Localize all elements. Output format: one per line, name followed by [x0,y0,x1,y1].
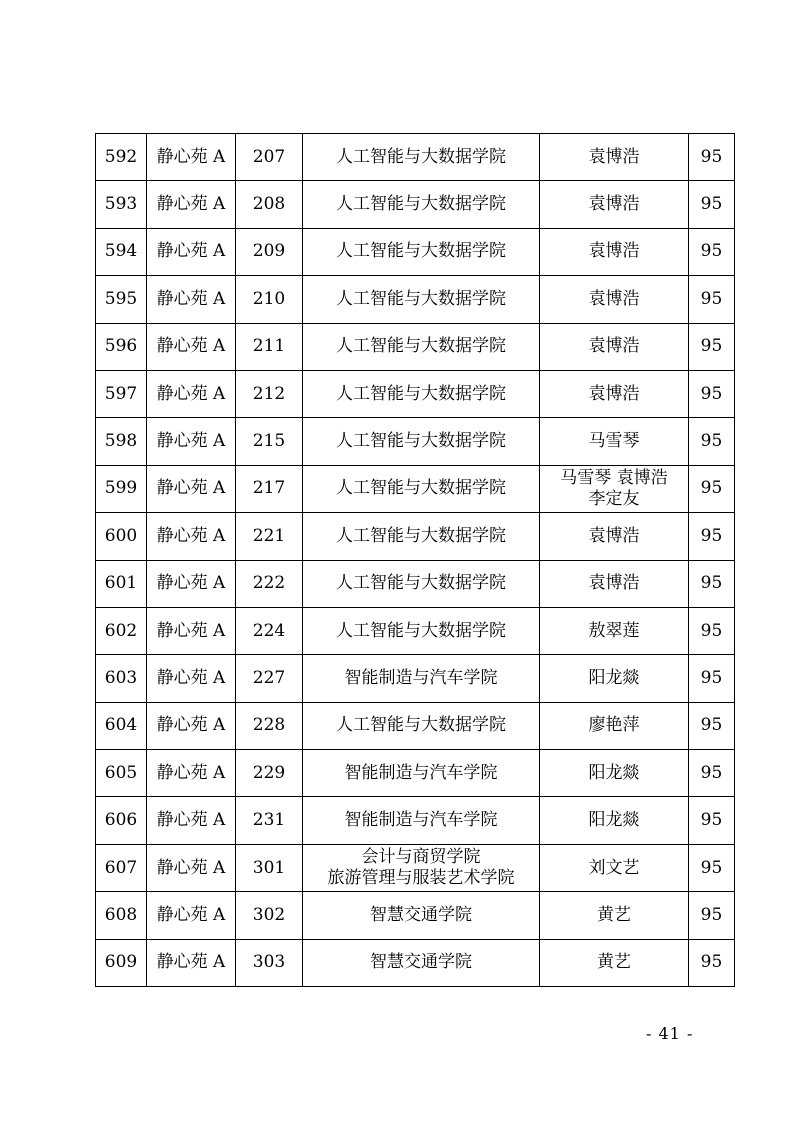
table-row [96,560,735,607]
cell-number: 604 [96,702,147,749]
cell-building: 静心苑 A [147,134,236,181]
table-row [96,797,735,844]
cell-score: 95 [689,276,735,323]
table-row [96,323,735,370]
cell-score: 95 [689,465,735,512]
cell-building: 静心苑 A [147,418,236,465]
cell-college-line: 人工智能与大数据学院 [336,194,506,215]
table-row [96,702,735,749]
cell-college [303,134,540,181]
cell-person-line: 袁博浩 [588,573,640,594]
table-row [96,750,735,797]
cell-college [303,607,540,654]
cell-number: 601 [96,560,147,607]
cell-score: 95 [689,607,735,654]
table-row [96,465,735,512]
cell-building: 静心苑 A [147,607,236,654]
cell-college-line: 人工智能与大数据学院 [336,715,506,736]
table-row [96,655,735,702]
cell-room: 227 [236,655,303,702]
cell-number: 606 [96,797,147,844]
cell-person-line: 马雪琴 袁博浩 [560,467,668,488]
cell-person [540,655,689,702]
cell-building: 静心苑 A [147,844,236,891]
cell-college-line: 人工智能与大数据学院 [336,241,506,262]
cell-college-line: 人工智能与大数据学院 [336,525,506,546]
cell-college-line: 智慧交通学院 [370,952,472,973]
cell-room: 224 [236,607,303,654]
cell-score: 95 [689,323,735,370]
cell-room: 222 [236,560,303,607]
cell-college-line: 会计与商贸学院 [361,847,481,868]
cell-number: 598 [96,418,147,465]
cell-college-line: 人工智能与大数据学院 [336,478,506,499]
cell-college [303,323,540,370]
cell-score: 95 [689,844,735,891]
cell-number: 600 [96,513,147,560]
cell-building: 静心苑 A [147,892,236,939]
cell-score: 95 [689,750,735,797]
cell-college-line: 人工智能与大数据学院 [336,383,506,404]
cell-room: 303 [236,939,303,986]
cell-score: 95 [689,134,735,181]
cell-building: 静心苑 A [147,323,236,370]
table-body [96,134,735,987]
cell-person-line: 黄艺 [597,904,631,925]
cell-person [540,892,689,939]
cell-building: 静心苑 A [147,181,236,228]
cell-building: 静心苑 A [147,939,236,986]
cell-building: 静心苑 A [147,370,236,417]
cell-person [540,750,689,797]
cell-college [303,228,540,275]
cell-person [540,181,689,228]
cell-number: 608 [96,892,147,939]
cell-person-line: 阳龙燚 [588,667,640,688]
cell-person-line: 袁博浩 [588,525,640,546]
cell-college [303,181,540,228]
cell-college [303,797,540,844]
cell-college-line: 智能制造与汽车学院 [344,762,498,783]
cell-score: 95 [689,892,735,939]
cell-person [540,323,689,370]
cell-college-line: 人工智能与大数据学院 [336,431,506,452]
cell-person [540,228,689,275]
table-row [96,134,735,181]
cell-number: 607 [96,844,147,891]
cell-room: 217 [236,465,303,512]
cell-college [303,418,540,465]
cell-score: 95 [689,560,735,607]
cell-person-line: 刘文艺 [588,857,640,878]
cell-room: 207 [236,134,303,181]
cell-number: 597 [96,370,147,417]
cell-room: 221 [236,513,303,560]
cell-college-line: 人工智能与大数据学院 [336,573,506,594]
cell-score: 95 [689,797,735,844]
cell-person [540,844,689,891]
cell-college [303,939,540,986]
cell-person-line: 袁博浩 [588,241,640,262]
cell-person-line: 袁博浩 [588,288,640,309]
cell-person-line: 阳龙燚 [588,810,640,831]
cell-person [540,513,689,560]
cell-building: 静心苑 A [147,560,236,607]
table-row [96,418,735,465]
cell-college-line: 旅游管理与服装艺术学院 [327,868,515,889]
cell-building: 静心苑 A [147,702,236,749]
cell-person [540,797,689,844]
cell-college [303,465,540,512]
cell-number: 594 [96,228,147,275]
cell-college-line: 人工智能与大数据学院 [336,146,506,167]
cell-college [303,655,540,702]
cell-college [303,560,540,607]
cell-number: 603 [96,655,147,702]
cell-room: 229 [236,750,303,797]
cell-person-line: 廖艳萍 [588,715,640,736]
cell-college-line: 智慧交通学院 [370,904,472,925]
table-row [96,370,735,417]
cell-score: 95 [689,939,735,986]
cell-person-line: 袁博浩 [588,336,640,357]
cell-score: 95 [689,702,735,749]
cell-score: 95 [689,181,735,228]
cell-number: 605 [96,750,147,797]
cell-person [540,276,689,323]
cell-college [303,844,540,891]
cell-score: 95 [689,418,735,465]
cell-college-line: 人工智能与大数据学院 [336,288,506,309]
cell-building: 静心苑 A [147,228,236,275]
cell-number: 592 [96,134,147,181]
cell-person [540,134,689,181]
cell-college-line: 人工智能与大数据学院 [336,620,506,641]
table-row [96,844,735,891]
cell-building: 静心苑 A [147,465,236,512]
table-row [96,276,735,323]
cell-person [540,370,689,417]
table-row [96,892,735,939]
cell-person [540,939,689,986]
cell-room: 212 [236,370,303,417]
dormitory-score-table [95,133,735,987]
table-row [96,181,735,228]
cell-number: 593 [96,181,147,228]
cell-number: 595 [96,276,147,323]
cell-room: 301 [236,844,303,891]
cell-room: 228 [236,702,303,749]
cell-score: 95 [689,655,735,702]
cell-person-line: 马雪琴 [588,431,640,452]
cell-score: 95 [689,370,735,417]
cell-building: 静心苑 A [147,513,236,560]
cell-college-line: 智能制造与汽车学院 [344,667,498,688]
cell-person-line: 敖翠莲 [588,620,640,641]
cell-college [303,892,540,939]
cell-number: 599 [96,465,147,512]
cell-college [303,750,540,797]
table-row [96,228,735,275]
cell-number: 602 [96,607,147,654]
cell-person-line: 袁博浩 [588,383,640,404]
cell-person [540,607,689,654]
cell-room: 211 [236,323,303,370]
page-number: - 41 - [646,1024,694,1043]
cell-building: 静心苑 A [147,797,236,844]
cell-building: 静心苑 A [147,655,236,702]
cell-college [303,513,540,560]
cell-number: 609 [96,939,147,986]
cell-person [540,418,689,465]
cell-college [303,276,540,323]
cell-college-line: 人工智能与大数据学院 [336,336,506,357]
cell-college-line: 智能制造与汽车学院 [344,810,498,831]
cell-room: 210 [236,276,303,323]
cell-person [540,702,689,749]
cell-room: 231 [236,797,303,844]
cell-score: 95 [689,228,735,275]
cell-person-line: 袁博浩 [588,146,640,167]
table-row [96,513,735,560]
cell-building: 静心苑 A [147,750,236,797]
cell-college [303,702,540,749]
cell-person-line: 袁博浩 [588,194,640,215]
cell-room: 208 [236,181,303,228]
cell-number: 596 [96,323,147,370]
cell-room: 302 [236,892,303,939]
cell-person [540,560,689,607]
cell-building: 静心苑 A [147,276,236,323]
cell-room: 215 [236,418,303,465]
table-row [96,607,735,654]
cell-score: 95 [689,513,735,560]
cell-person [540,465,689,512]
cell-person-line: 李定友 [588,488,640,509]
cell-person-line: 黄艺 [597,952,631,973]
table-row [96,939,735,986]
cell-room: 209 [236,228,303,275]
cell-person-line: 阳龙燚 [588,762,640,783]
cell-college [303,370,540,417]
